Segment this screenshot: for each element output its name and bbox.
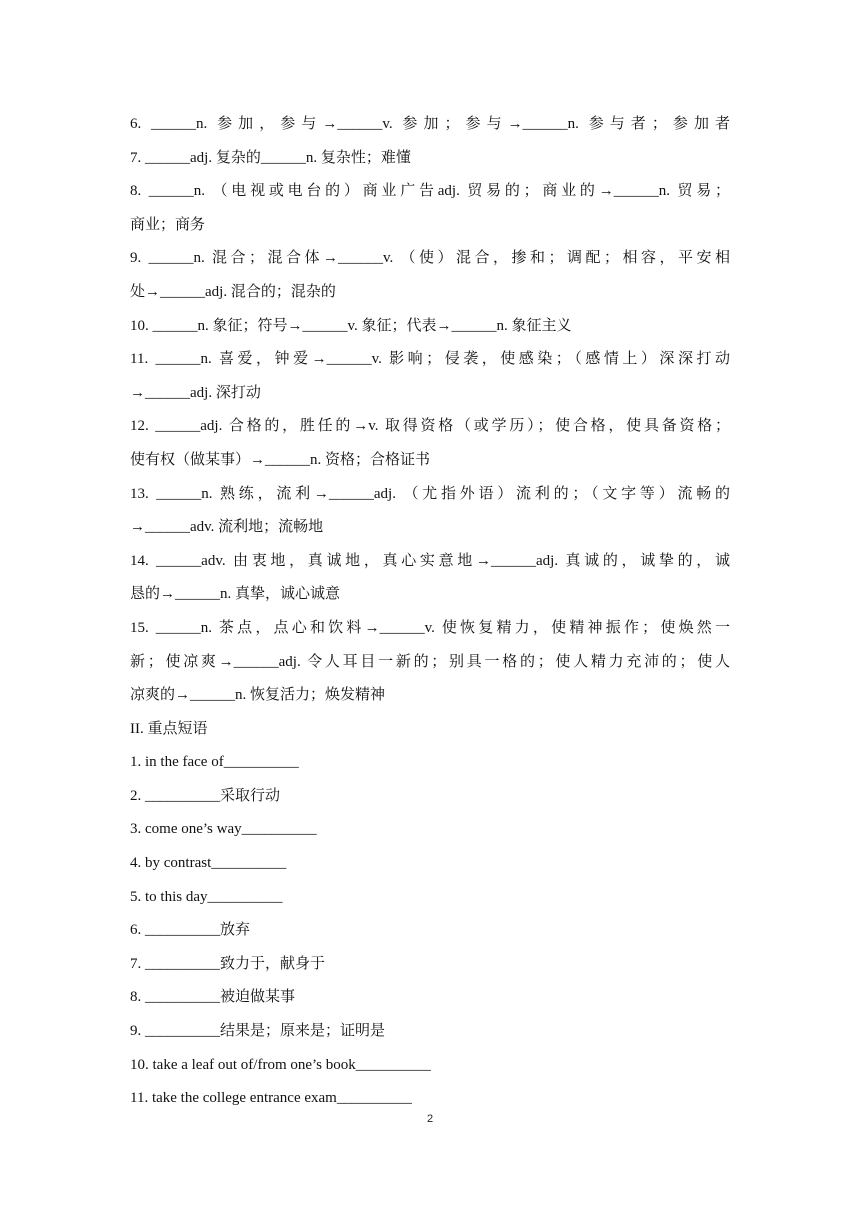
vocab-line: 12. ______adj. 合格的，胜任的→v. 取得资格（或学历）；使合格，使具备资格； xyxy=(130,418,730,435)
section-heading: II. 重点短语 xyxy=(130,720,208,737)
vocab-line: →______adv. 流利地；流畅地 xyxy=(130,519,324,536)
vocab-line: 凉爽的→______n. 恢复活力；焕发精神 xyxy=(130,687,386,704)
vocab-line: 新；使凉爽→______adj. 令人耳目一新的；别具一格的；使人精力充沛的；使人 xyxy=(130,653,730,670)
phrase-line: 7. __________致力于，献身于 xyxy=(130,955,326,972)
vocab-line: 使有权（做某事）→______n. 资格；合格证书 xyxy=(130,451,431,468)
phrase-line: 4. by contrast__________ xyxy=(130,855,287,872)
phrase-line: 10. take a leaf out of/from one’s book__________ xyxy=(130,1056,431,1073)
vocab-line: 11. ______n. 喜爱，钟爱→______v. 影响；侵袭，使感染；（感情上）深深打动 xyxy=(130,351,730,368)
vocab-line: 15. ______n. 茶点，点心和饮料→______v. 使恢复精力，使精神振作；使焕然一 xyxy=(130,619,730,636)
phrase-line: 8. __________被迫做某事 xyxy=(130,989,296,1006)
phrase-line: 1. in the face of__________ xyxy=(130,754,299,771)
phrase-line: 11. take the college entrance exam__________ xyxy=(130,1090,412,1107)
phrase-line: 6. __________放弃 xyxy=(130,922,251,939)
vocab-line: 13. ______n. 熟练，流利→______adj. （尤指外语）流利的；（文字等）流畅的 xyxy=(130,485,730,502)
vocab-line: 处→______adj. 混合的；混杂的 xyxy=(130,283,336,300)
vocab-line: 恳的→______n. 真挚，诚心诚意 xyxy=(130,586,341,603)
phrase-line: 3. come one’s way__________ xyxy=(130,821,317,838)
vocab-line: 6. ______n. 参加，参与→______v. 参加；参与→______n. 参与者；参加者 xyxy=(130,116,730,132)
vocab-line: 商业；商务 xyxy=(130,216,206,233)
phrase-line: 9. __________结果是；原来是；证明是 xyxy=(130,1023,386,1040)
vocab-line: 8. ______n. （电视或电台的）商业广告adj. 贸易的；商业的→______n. 贸易； xyxy=(130,183,730,200)
phrase-line: 5. to this day__________ xyxy=(130,888,283,905)
phrase-line: 2. __________采取行动 xyxy=(130,787,281,804)
vocab-line: 7. ______adj. 复杂的______n. 复杂性；难懂 xyxy=(130,149,411,166)
page-number: 2 xyxy=(426,1113,434,1125)
vocab-line: 9. ______n. 混合；混合体→______v. （使）混合，掺和；调配；相容，平安相 xyxy=(130,250,730,267)
page-content xyxy=(130,108,730,1116)
vocab-line: 10. ______n. 象征；符号→______v. 象征；代表→______n. 象征主义 xyxy=(130,317,572,334)
vocab-line: →______adj. 深打动 xyxy=(130,384,261,401)
vocab-line: 14. ______adv. 由衷地，真诚地，真心实意地→______adj. 真诚的，诚挚的，诚 xyxy=(130,552,730,569)
